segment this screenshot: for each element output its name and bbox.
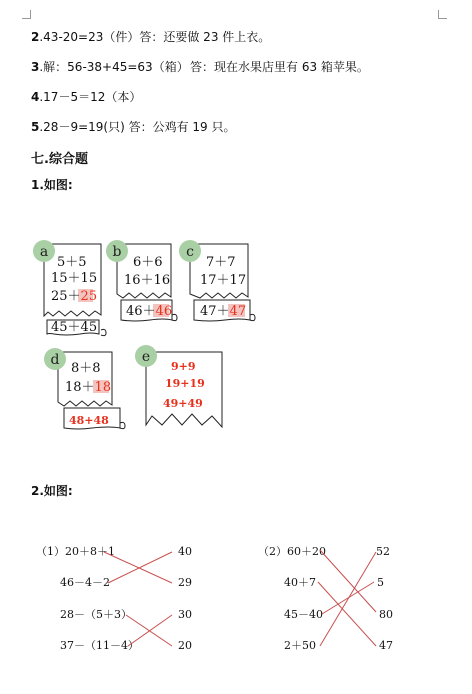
card-c-row-1: 7＋7 — [206, 255, 236, 270]
card-e-row-1: 9+9 — [171, 360, 196, 373]
answer-line-3-response: 答：现在水果店里有 63 箱苹果。 — [190, 60, 369, 74]
card-a-bottom: 45＋45 — [51, 320, 98, 335]
card-b-bottom — [126, 304, 172, 319]
card-d-row-2-answer: 18 — [94, 380, 112, 395]
card-b-row-1: 6＋6 — [133, 255, 163, 270]
right-item-1-expression: 60＋20 — [287, 545, 326, 558]
card-d-row-2-prefix: 18＋ — [65, 380, 95, 395]
card-c-bottom — [200, 304, 246, 319]
page-corner-mark — [22, 10, 31, 19]
right-item-2: 40＋7 — [284, 576, 316, 589]
card-a-row-3 — [51, 289, 97, 304]
question-1-label: 1.如图: — [31, 178, 73, 192]
left-item-1 — [36, 545, 115, 558]
addition-cards-figure — [0, 230, 260, 435]
right-item-3: 45－40 — [284, 608, 323, 621]
match-line — [318, 582, 376, 646]
answer-line-2 — [31, 28, 270, 45]
answer-text: .28－9=19(只) 答：公鸡有 19 只。 — [39, 120, 236, 134]
card-a-row-2: 15＋15 — [51, 271, 98, 286]
right-item-1 — [258, 545, 326, 558]
card-e-letter: e — [141, 349, 151, 365]
matching-figure — [0, 530, 472, 670]
answer-line-3 — [31, 58, 189, 75]
card-d-bottom: 48+48 — [69, 414, 109, 427]
page-corner-mark — [438, 10, 447, 19]
answer-line-4 — [31, 88, 141, 105]
right-result-1: 52 — [376, 545, 390, 558]
right-result-3: 80 — [379, 608, 393, 621]
left-item-4: 37－（11－4） — [60, 639, 139, 652]
card-a-row-3-prefix: 25＋ — [51, 289, 81, 304]
card-c-bottom-answer: 47 — [229, 304, 247, 319]
card-b-row-2: 16＋16 — [124, 273, 171, 288]
answer-text: .17－5＝12（本） — [39, 90, 142, 104]
left-result-2: 29 — [178, 576, 192, 589]
left-result-1: 40 — [178, 545, 192, 558]
card-b-letter: b — [112, 244, 122, 260]
left-result-3: 30 — [178, 608, 192, 621]
section-title: 七.综合题 — [31, 152, 88, 167]
answer-text: .43-20=23（件）答：还要做 23 件上衣。 — [39, 30, 271, 44]
answer-number: 2 — [31, 30, 40, 44]
right-result-4: 47 — [379, 639, 393, 652]
question-2-label: 2.如图: — [31, 484, 73, 498]
left-item-2: 46－4－2 — [60, 576, 110, 589]
card-a-row-1: 5＋5 — [57, 255, 87, 270]
card-d-row-1: 8＋8 — [71, 361, 101, 376]
card-d-letter: d — [50, 352, 60, 368]
card-c-letter: c — [186, 244, 194, 260]
card-a-letter: a — [39, 244, 49, 260]
answer-number: 5 — [31, 120, 40, 134]
left-item-1-expression: 20＋8＋1 — [65, 545, 115, 558]
card-c-bottom-prefix: 47＋ — [200, 304, 230, 319]
match-line — [320, 552, 376, 646]
left-item-3: 28－（5＋3） — [60, 608, 132, 621]
right-item-4: 2＋50 — [284, 639, 316, 652]
left-group-prefix: （1） — [36, 545, 65, 558]
card-a-row-3-answer: 25 — [80, 289, 98, 304]
answer-number: 3 — [31, 60, 40, 74]
card-e-row-3: 49+49 — [163, 397, 203, 410]
answer-text: .解：56-38+45=63（箱） — [39, 60, 189, 74]
match-line — [322, 582, 374, 614]
right-group-prefix: （2） — [258, 545, 287, 558]
answer-line-5 — [31, 118, 235, 135]
match-line — [320, 550, 376, 612]
card-b-bottom-answer: 46 — [155, 304, 173, 319]
card-e-row-2: 19+19 — [165, 377, 205, 390]
left-result-4: 20 — [178, 639, 192, 652]
card-b-bottom-prefix: 46＋ — [126, 304, 156, 319]
card-c-row-2: 17＋17 — [200, 273, 247, 288]
card-d-row-2 — [65, 380, 111, 395]
answer-number: 4 — [31, 90, 40, 104]
right-result-2: 5 — [377, 576, 384, 589]
